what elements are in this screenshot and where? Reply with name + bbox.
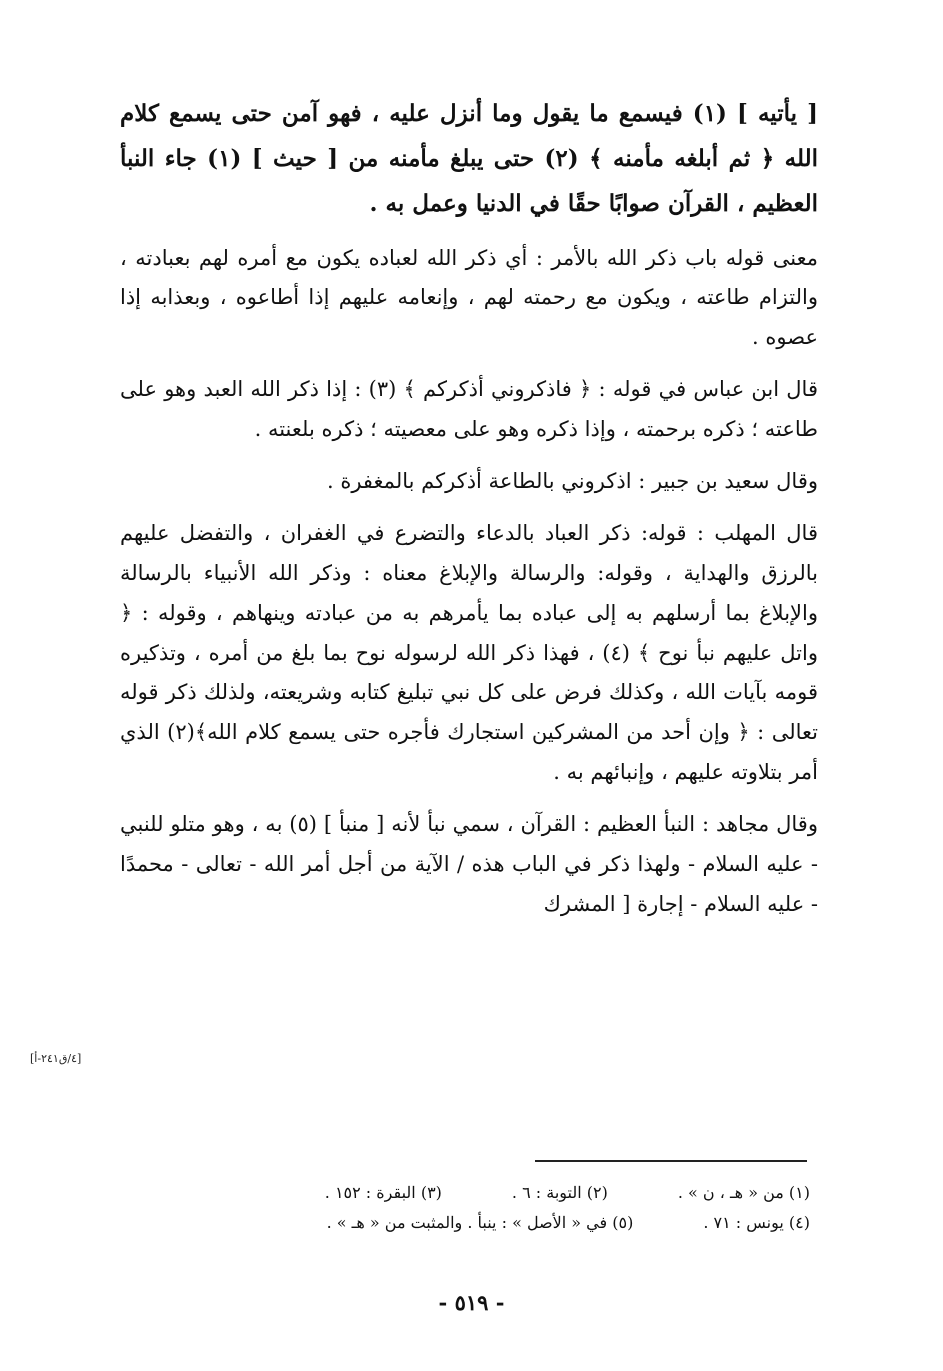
paragraph-1: [ يأتيه ] (١) فيسمع ما يقول وما أنزل عليه ، فهو آمن حتى يسمع كلام الله ﴿ ثم أبلغه مأمنه ﴾ (٢) حتى يبلغ مأمنه من [ حيث ] (١) جاء النبأ العظيم ، القرآن صوابًا حقًا في الدنيا وعمل به . <box>120 100 818 217</box>
footnote-divider <box>535 1160 807 1162</box>
page-number: - ٥١٩ - <box>438 1290 505 1315</box>
footnote-row <box>150 1178 810 1208</box>
footnote-row <box>150 1208 810 1238</box>
paragraph-2: معنى قوله باب ذكر الله بالأمر : أي ذكر الله لعباده يكون مع أمره لهم بعبادته ، والتزام طاعته ، ويكون مع رحمته لهم ، وإنعامه عليهم إذا أطاعوه ، وبعذابه إذا عصوه . <box>120 245 818 350</box>
footnotes <box>150 1178 810 1239</box>
paragraph-3: قال ابن عباس في قوله : ﴿ فاذكروني أذكركم ﴾ (٣) : إذا ذكر الله العبد وهو على طاعته ؛ ذكره برحمته ، وإذا ذكره وهو على معصيته ؛ ذكره بلعنته . <box>120 377 818 442</box>
paragraph-6: وقال مجاهد : النبأ العظيم : القرآن ، سمي نبأ لأنه [ منبأ ] (٥) به ، وهو متلو للنبي - عليه السلام - ولهذا ذكر في الباب هذه / الآية من أجل أمر الله - تعالى - محمدًا - عليه السلام - إجارة [ المشرك <box>120 812 818 916</box>
footnote-5: (٥) في « الأصل » : ينبأ . والمثبت من « هـ » . <box>326 1213 634 1233</box>
marginal-note: [٤/ق٢٤١-أ] <box>30 1052 82 1065</box>
footnote-4: (٤) يونس : ٧١ . <box>703 1213 810 1233</box>
footnote-1: (١) من « هـ ، ن » . <box>677 1183 810 1202</box>
paragraph-5: قال المهلب : قوله: ذكر العباد بالدعاء والتضرع في الغفران ، والتفضل عليهم بالرزق والهداية ، وقوله: والرسالة والإبلاغ معناه : وذكر الله الأنبياء بالرسالة والإبلاغ بما أرسلهم به إلى عباده بما يأمرهم به من عبادته وينهاهم ، وقوله : ﴿ واتل عليهم نبأ نوح ﴾ (٤) ، فهذا ذكر الله لرسوله نوح بما بلغ من أمره ، وتذكيره قومه بآيات الله ، وكذلك فرض على كل نبي تبليغ كتابه وشريعته، ولذلك ذكر قوله تعالى : ﴿ وإن أحد من المشركين استجارك فأجره حتى يسمع كلام الله﴾(٢) الذي أمر بتلاوته عليهم ، وإنبائهم به . <box>120 520 819 785</box>
footnote-3: (٣) البقرة : ١٥٢ . <box>324 1183 442 1202</box>
main-text <box>120 92 818 937</box>
footnote-2: (٢) التوبة : ٦ . <box>511 1183 608 1202</box>
paragraph-4: وقال سعيد بن جبير : اذكروني بالطاعة أذكركم بالمغفرة . <box>326 468 818 493</box>
